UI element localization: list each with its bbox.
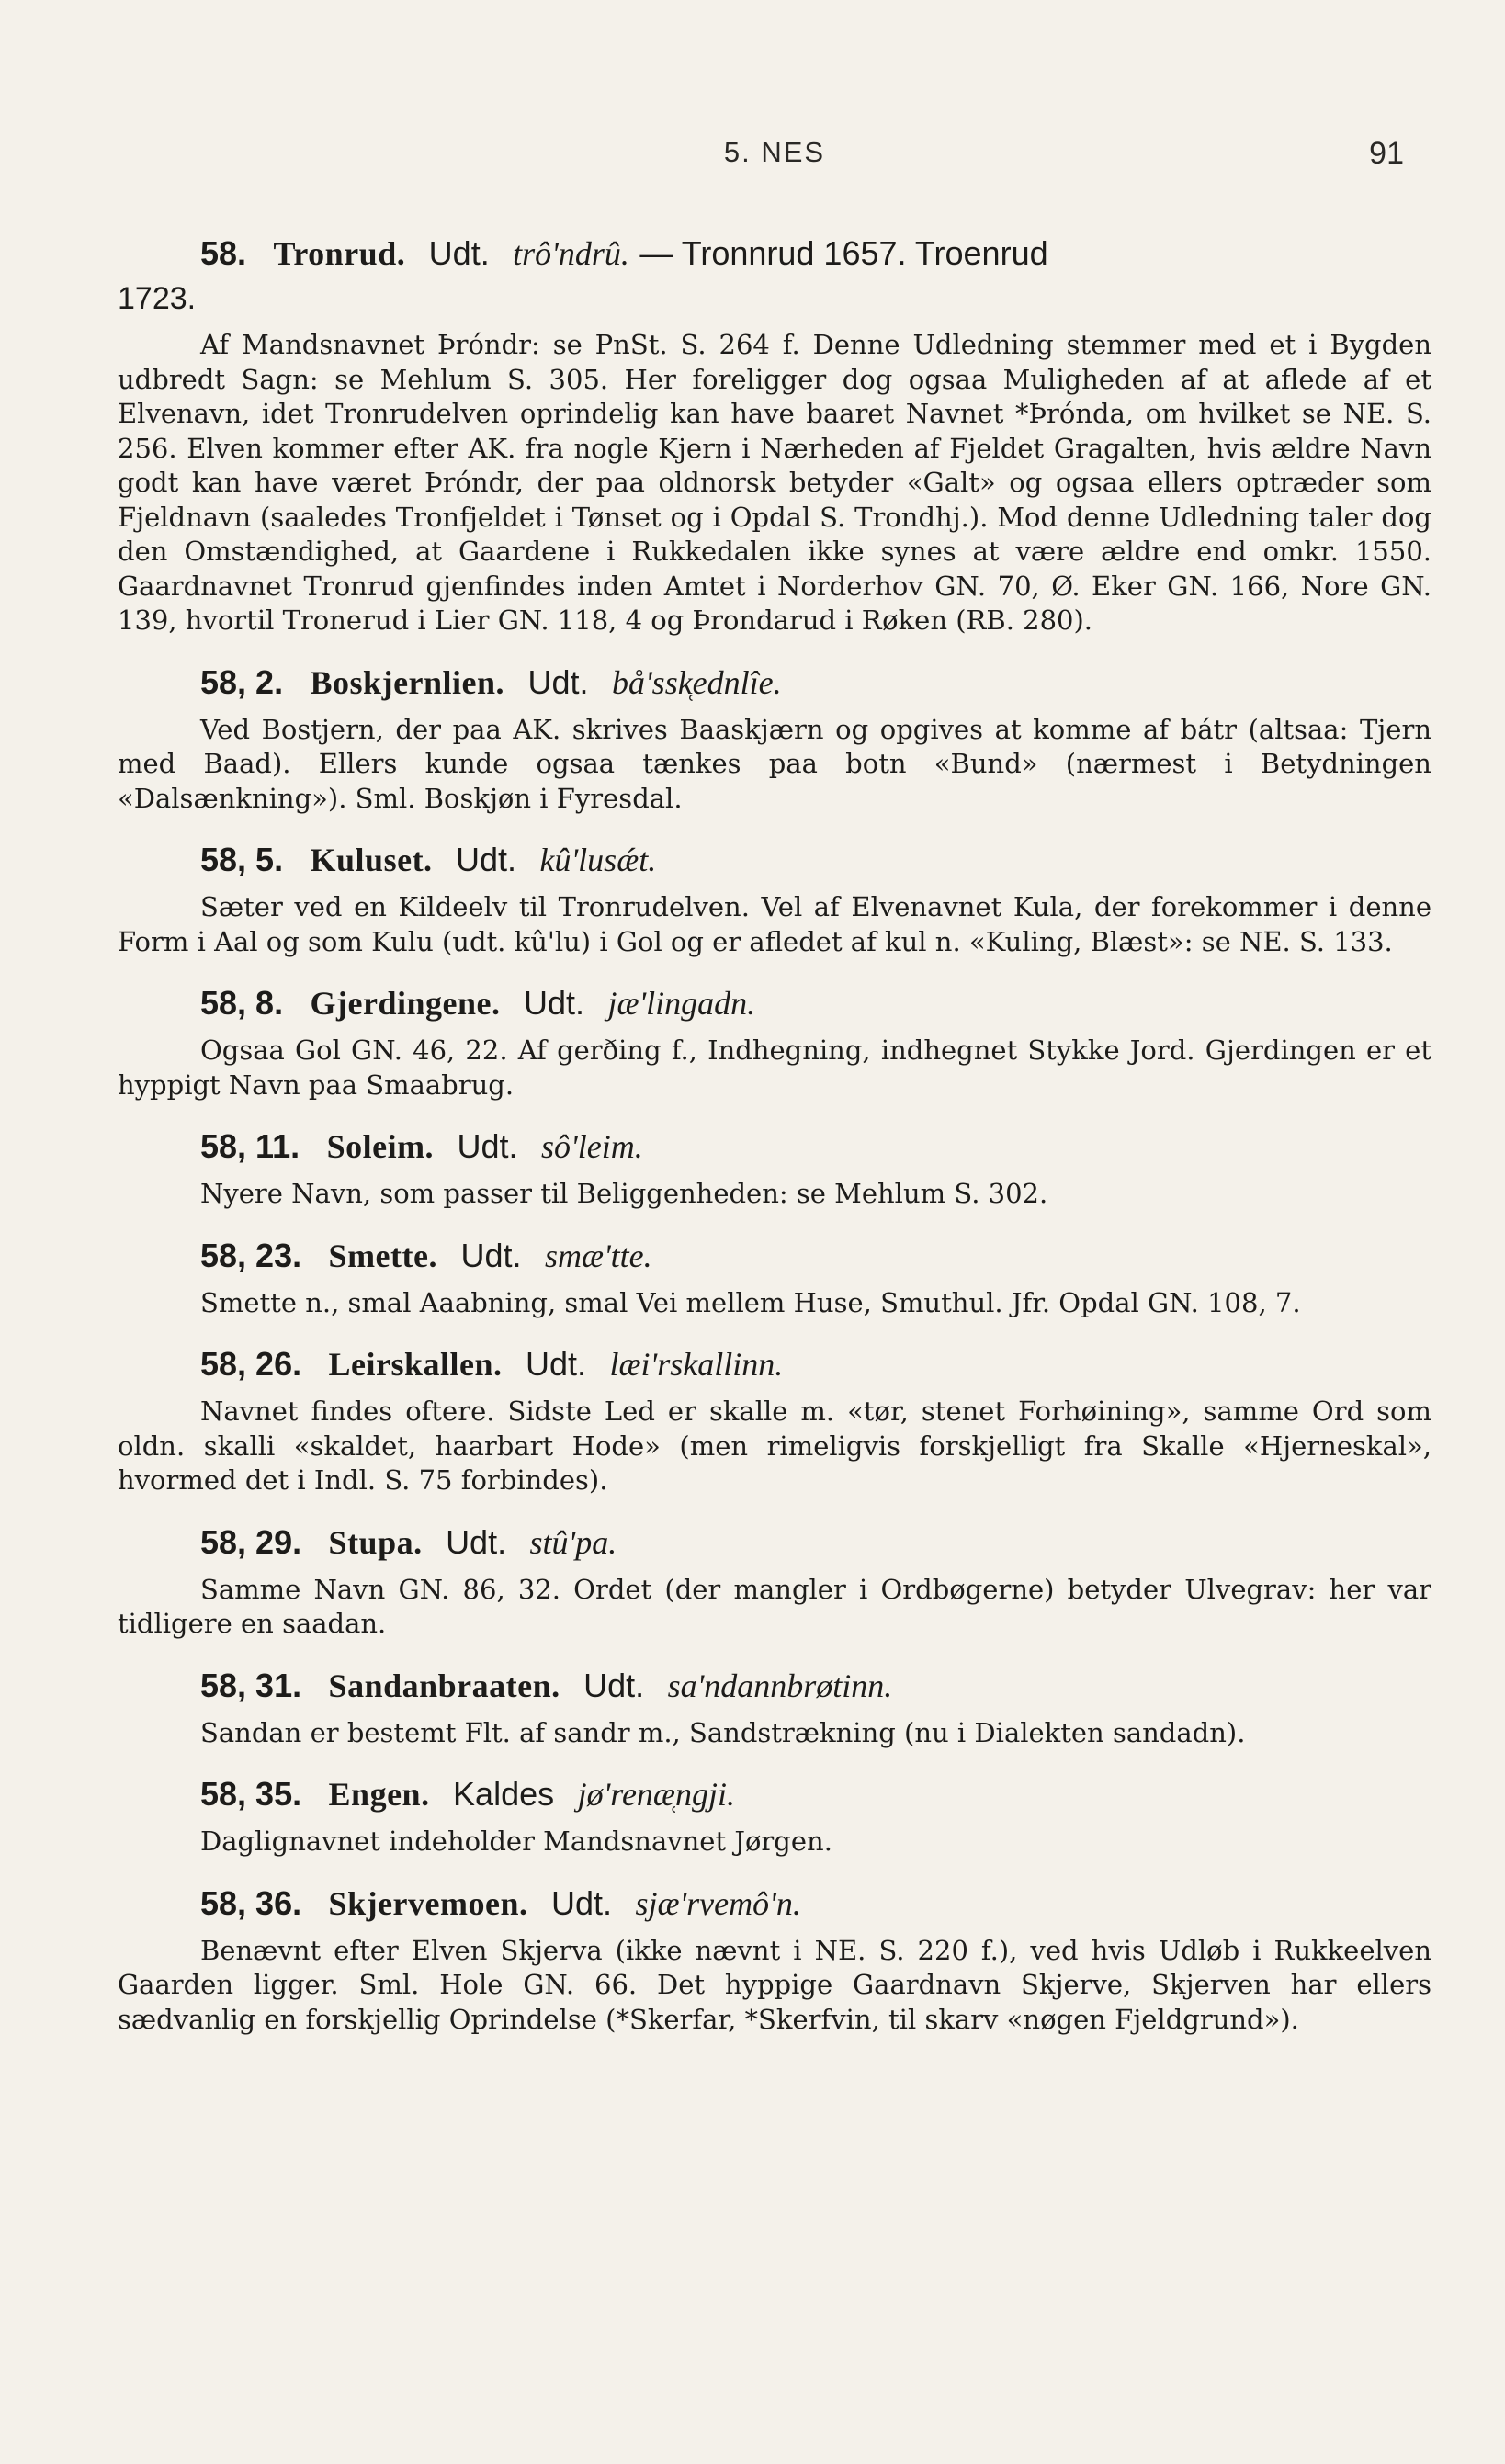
entry-udt: Udt. [523,984,584,1022]
entry-heading-continuation: 1723. [118,281,197,316]
entry-number: 58, 23. [200,1236,302,1274]
entry-pronunciation: stû'pa. [529,1523,617,1561]
entry-number: 58, 2. [200,662,284,701]
entry-body: Nyere Navn, som passer til Beliggenheden: se Mehlum S. 302. [200,1178,1048,1209]
entry-58-36 [118,1880,1431,2038]
entry-58-5 [118,836,1431,959]
entry-heading [118,230,1431,278]
entry-58-26 [118,1340,1431,1498]
entry-udt: Udt. [446,1522,507,1561]
entry-number: 58. [200,234,247,272]
entry-heading [118,1232,1431,1281]
entry-heading [118,1123,1431,1171]
entry-pronunciation: smæ'tte. [544,1237,652,1274]
entry-body: Af Mandsnavnet Þróndr: se PnSt. S. 264 f. Denne Udledning stemmer med et i Bygden udbredt Sagn: se Mehlum S. 305. Her foreligger dog ogsaa Muligheden af at aflede af et Elvenavn, idet Tronrudelven oprindelig kan have baaret Navnet *Þrónda, om hvilket se NE. S. 256. Elven kommer efter AK. fra nogle Kjern i Nærheden af Fjeldet Gragalten, hvis ældre Navn godt kan have været Þróndr, der paa oldnorsk betyder «Galt» og ogsaa ellers optræder som Fjeldnavn (saaledes Tronfjeldet i Tønset og i Opdal S. Trondhj.). Mod denne Udledning taler dog den Omstændighed, at Gaardene i Rukkedalen ikke synes at være ældre end omkr. 1550. Gaardnavnet Tronrud gjenfindes inden Amtet i Norderhov GN. 70, Ø. Eker GN. 166, Nore GN. 139, hvortil Tronerud i Lier GN. 118, 4 og Þrondarud i Røken (RB. 280). [118,329,1431,636]
entry-58-35 [118,1770,1431,1859]
entry-name: Kuluset. [310,842,433,878]
entry-pronunciation: læi'rskallinn. [609,1346,784,1383]
entry-udt: Udt. [457,1127,518,1165]
entry-58-8 [118,979,1431,1102]
entry-body: Samme Navn GN. 86, 32. Ordet (der mangler i Ordbøgerne) betyder Ulvegrav: her var tidligere en saadan. [118,1573,1431,1639]
entry-number: 58, 11. [200,1127,300,1165]
page-header [118,0,1431,184]
entry-58-11 [118,1123,1431,1212]
entry-name: Tronrud. [273,235,406,272]
entry-number: 58, 29. [200,1522,302,1561]
entry-pronunciation: trô'ndrû. [513,235,629,272]
entry-name: Stupa. [328,1523,423,1561]
entry-pronunciation: sa'ndannbrøtinn. [667,1667,893,1704]
entry-udt: Udt. [456,841,517,878]
entry-number: 58, 35. [200,1775,302,1813]
entry-body: Sæter ved en Kildeelv til Tronrudelven. Vel af Elvenavnet Kula, der forekommer i denne Form i Aal og som Kulu (udt. kû'lu) i Gol og er afledet af kul n. «Kuling, Blæst»: se NE. S. 133. [118,891,1431,957]
entry-heading [118,1770,1431,1819]
entry-body: Sandan er bestemt Flt. af sandr m., Sandstrækning (nu i Dialekten sandadn). [200,1716,1246,1748]
entry-body: Ogsaa Gol GN. 46, 22. Af gerðing f., Indhegning, indhegnet Stykke Jord. Gjerdingen er et hyppigt Navn paa Smaabrug. [118,1034,1431,1101]
entry-body: Smette n., smal Aaabning, smal Vei mellem Huse, Smuthul. Jfr. Opdal GN. 108, 7. [200,1286,1301,1318]
entry-pronunciation: jø'renæ̜ngji. [577,1776,735,1813]
entry-udt: Udt. [526,1345,587,1383]
entry-heading-rest: — Tronnrud 1657. Troenrud [639,234,1048,272]
entry-number: 58, 31. [200,1666,302,1704]
entry-udt: Udt. [428,234,490,272]
entry-name: Smette. [328,1237,437,1274]
entry-heading [118,979,1431,1028]
entry-name: Soleim. [326,1128,435,1165]
entry-pronunciation: bå'ssk̜ednlîe. [611,663,782,701]
entry-body: Daglignavnet indeholder Mandsnavnet Jørgen. [200,1825,832,1857]
entry-name: Skjervemoen. [328,1884,528,1922]
entry-body: Ved Bostjern, der paa AK. skrives Baaskjærn og opgives at komme af bátr (altsaa: Tjern med Baad). Ellers kunde ogsaa tænkes paa botn «Bund» (nærmest i Betydningen «Dalsænkning»). Sml. Boskjøn i Fyresdal. [118,713,1431,814]
entry-udt: Udt. [583,1666,645,1704]
entry-pronunciation: jæ'lingadn. [607,985,756,1022]
entry-name: Sandanbraaten. [328,1667,560,1704]
entry-name: Gjerdingene. [310,985,501,1022]
entry-name: Engen. [328,1776,430,1813]
entry-body: Benævnt efter Elven Skjerva (ikke nævnt i NE. S. 220 f.), ved hvis Udløb i Rukkeelven Gaarden ligger. Sml. Hole GN. 66. Det hyppige Gaardnavn Skjerve, Skjerven har ellers sædvanlig en forskjellig Oprindelse (*Skerfar, *Skerfvin, til skarv «nøgen Fjeldgrund»). [118,1934,1431,2035]
entry-heading [118,836,1431,885]
entry-heading [118,1340,1431,1389]
running-head: 5. NES [723,136,826,168]
entry-number: 58, 5. [200,841,284,878]
entries [118,230,1431,2037]
entry-number: 58, 26. [200,1345,302,1383]
entry-heading [118,1662,1431,1711]
entry-pronunciation: sô'leim. [541,1128,643,1165]
entry-number: 58, 8. [200,984,284,1022]
entry-body: Navnet findes oftere. Sidste Led er skalle m. «tør, stenet Forhøining», samme Ord som oldn. skalli «skaldet, haarbart Hode» (men rimeligvis forskjelligt fra Skalle «Hjerneskal», hvormed det i Indl. S. 75 forbindes). [118,1396,1431,1496]
entry-58-29 [118,1519,1431,1642]
entry-udt: Udt. [460,1236,522,1274]
entry-udt: Udt. [550,1883,612,1922]
entry-heading [118,659,1431,707]
entry-pronunciation: sjæ'rvemô'n. [635,1884,801,1922]
entry-heading [118,1880,1431,1928]
entry-58-23 [118,1232,1431,1321]
page-number: 91 [1369,136,1404,171]
entry-58-2 [118,659,1431,817]
entry-name: Boskjernlien. [310,663,505,701]
entry-58 [118,230,1431,639]
entry-heading [118,1519,1431,1567]
entry-name: Leirskallen. [328,1346,503,1383]
entry-udt: Kaldes [453,1775,555,1813]
entry-number: 58, 36. [200,1883,302,1922]
entry-udt: Udt. [527,662,589,701]
entry-pronunciation: kû'lusǽt. [539,842,657,878]
entry-58-31 [118,1662,1431,1751]
